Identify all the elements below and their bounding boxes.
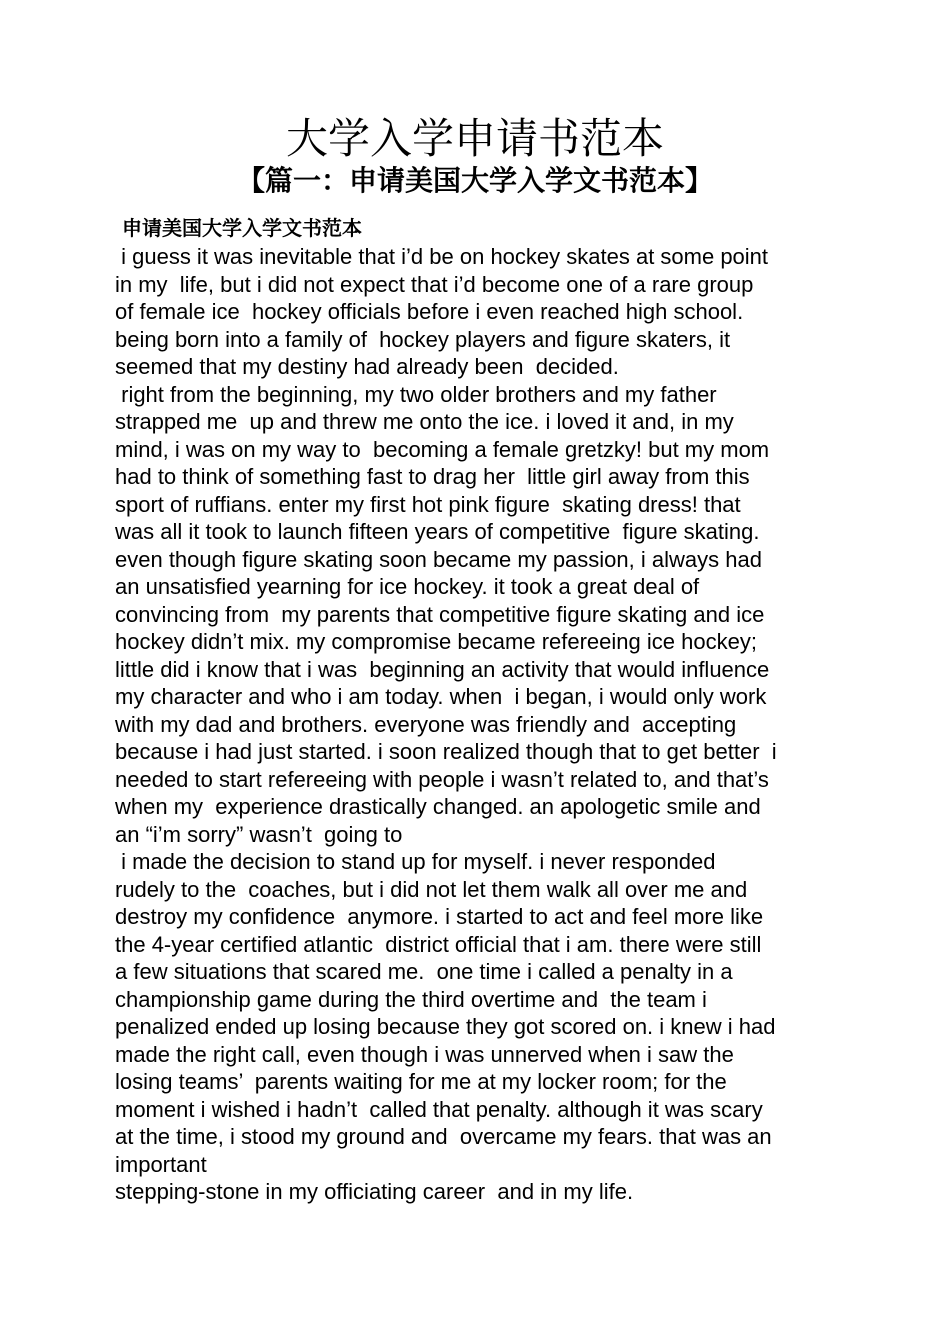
essay-body [115,243,850,1206]
body-line: when my experience drastically changed. an apologetic smile and [115,794,761,819]
body-line: of female ice hockey officials before i even reached high school. [115,299,744,324]
body-line: penalized ended up losing because they got scored on. i knew i had [115,1014,776,1039]
body-line: an unsatisfied yearning for ice hockey. it took a great deal of [115,574,700,599]
section-heading: 申请美国大学入学文书范本 [122,216,362,240]
body-line: important [115,1151,207,1177]
body-line: because i had just started. i soon realized though that to get better i [115,739,777,764]
body-line: with my dad and brothers. everyone was friendly and accepting [115,711,737,737]
body-line: being born into a family of hockey players and figure skaters, it [115,326,731,352]
body-line: destroy my confidence anymore. i started to act and feel more like [115,904,764,929]
body-line: rudely to the coaches, but i did not let them walk all over me and [115,876,748,902]
body-line: had to think of something fast to drag her little girl away from this [115,464,750,489]
body-line: stepping-stone in my officiating career and in my life. [115,1179,634,1204]
body-line: i made the decision to stand up for myself. i never responded [115,849,716,874]
body-line: championship game during the third overtime and the team i [115,986,707,1012]
body-line: i guess it was inevitable that i’d be on hockey skates at some point [115,244,769,269]
body-line: my character and who i am today. when i began, i would only work [115,684,767,709]
document-title: 大学入学申请书范本 [285,114,664,163]
body-line: seemed that my destiny had already been decided. [115,354,619,379]
body-line: in my life, but i did not expect that i’d become one of a rare group [115,271,754,297]
body-line: the 4-year certified atlantic district official that i am. there were still [115,931,762,957]
body-line: convincing from my parents that competitive figure skating and ice [115,601,765,627]
body-line: was all it took to launch fifteen years of competitive figure skating. [115,519,760,544]
body-line: a few situations that scared me. one time i called a penalty in a [115,959,733,984]
body-line: hockey didn’t mix. my compromise became refereeing ice hockey; [115,629,757,654]
body-line: right from the beginning, my two older brothers and my father [115,381,717,407]
body-line: moment i wished i hadn’t called that penalty. although it was scary [115,1096,763,1122]
body-line: even though figure skating soon became my passion, i always had [115,546,762,572]
document-subtitle: 【篇一：申请美国大学入学文书范本】 [236,164,713,197]
body-line: losing teams’ parents waiting for me at my locker room; for the [115,1069,727,1094]
body-line: little did i know that i was beginning an activity that would influence [115,656,770,682]
body-line: mind, i was on my way to becoming a female gretzky! but my mom [115,436,770,462]
body-line: made the right call, even though i was unnerved when i saw the [115,1041,734,1067]
body-line: needed to start refereeing with people i wasn’t related to, and that’s [115,766,769,792]
body-line: an “i’m sorry” wasn’t going to [115,821,403,847]
body-line: at the time, i stood my ground and overcame my fears. that was an [115,1124,772,1149]
body-line: sport of ruffians. enter my first hot pink figure skating dress! that [115,491,741,517]
body-line: strapped me up and threw me onto the ice. i loved it and, in my [115,409,734,434]
